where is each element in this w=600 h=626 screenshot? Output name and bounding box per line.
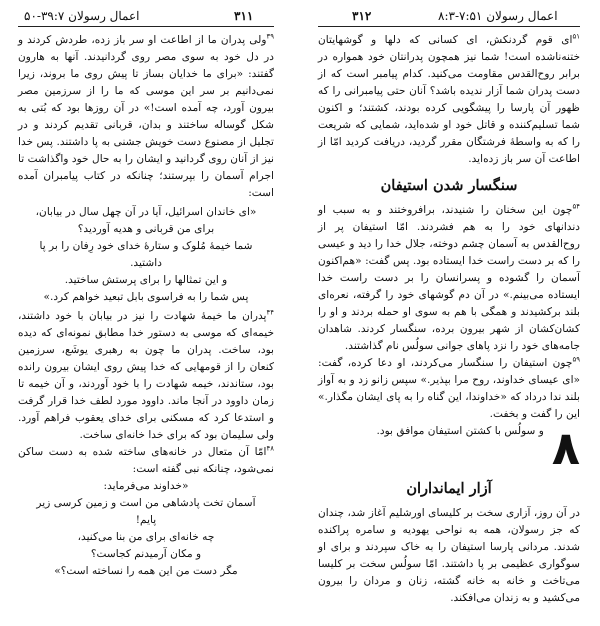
poem-line: و این تمثالها را برای پرستش ساختید. (64, 274, 228, 286)
right-running-header: اعمال رسولان ۷:۵۱-۸:۳ (438, 9, 558, 23)
verse-number: ۴۸ (266, 444, 274, 453)
verse-paragraph: $^{۵۹}$چون استیفان را سنگسار می‌کردند، او دعا کرده، گفت: «ای عیسای خداوند، روح مرا بپذیر.» سپس زانو زد و به آواز بلند ندا درداد که «خداوندا، این گناه را به پای ایشان مگذار.» این را گفت و بخفت. (318, 355, 580, 420)
chapter-number: ۸ (551, 421, 580, 475)
poem-line: آسمان تخت پادشاهی من است و زمین کرسی زیر (36, 497, 256, 509)
verse-paragraph: در آن روز، آزاری سخت بر کلیسای اورشلیم آغاز شد، چندان که جز رسولان، همه به نواحی یهودیه و سامره پراکنده شدند. مردانی پارسا استیفان را به خاک سپردند و برای او سوگواری عظیمی بر پا داشتند. امّا سولُس سخت بر کلیسا می‌تاخت و خانه به خانه گشته، زنان و مردان را بیرون می‌کشید و به زندان می‌افکند. (318, 507, 580, 604)
poem-line: پس شما را به فراسوی بابل تبعید خواهم کرد.» (43, 291, 249, 303)
verse-paragraph: $^{۵۱}$ای قوم گردنکش، ای کسانی که دلها و گوشهایتان ختنه‌ناشده است! شما نیز همچون پدرانتان خود همواره در برابر روح‌القدس مقاومت می‌کنید. کدام پیامبر است که از دست پدران شما آزار ندیده باشد؟ آنان حتی پیامبرانی را که ظهور آن پارسا را پیشگویی کرده بودند، کشتند؛ و اکنون شما تسلیم‌کننده و قاتل خود او شده‌اید، شمایی که شریعت را که به واسطهٔ فرشتگان مقرر گردید، دریافت کردید امّا از اطاعت آن سر باز زده‌اید. (318, 32, 580, 165)
poem-line: مگر دست من این همه را نساخته است؟» (54, 565, 238, 577)
poem-line: چه خانه‌ای برای من بنا می‌کنید، (77, 531, 215, 543)
poem-quote (18, 204, 274, 306)
right-header-rule (318, 26, 580, 27)
left-header-rule (18, 26, 274, 27)
poem-line: و مکان آرمیدنم کجاست؟ (90, 548, 202, 560)
poem-line: شما خیمهٔ مُلوک و ستارهٔ خدای خود رِفان را بر پا (39, 240, 253, 252)
right-page-number: ۳۱۲ (352, 9, 372, 23)
verse-paragraph: ۸ و سولُس با کشتن استیفان موافق بود. (376, 421, 580, 475)
left-running-header: اعمال رسولان ۳۹:۷-۵۰ (24, 9, 140, 23)
verse-number: ۵۴ (572, 202, 580, 211)
right-column (318, 32, 580, 607)
left-column (18, 32, 274, 580)
verse-number: ۵۱ (572, 32, 580, 41)
verse-paragraph: $^{۳۹}$ولی پدران ما از اطاعت او سر باز زده، طردش کردند و در دل خود به سوی مصر روی گردانیدند. آنها به هارون گفتند: «برای ما خدایان بساز تا پیش روی ما بروند، زیرا نمی‌دانیم بر سر این موسی که ما را از سرزمین مصر بیرون آورد، چه آمده است!» در آن روزها بود که بُتی به شکل گوساله ساختند و بدان، قربانی تقدیم کردند و در تجلیل از مصنوع دست خویش جشنی به پا داشتند. پس خدا نیز از آنان روی گردانید و ایشان را به حال خود واگذاشت تا اجرام آسمان را بپرستند؛ چنانکه در کتاب پیامبران آمده است: (18, 32, 274, 199)
verse-number: ۴۴ (266, 308, 274, 317)
verse-number: ۳۹ (266, 32, 274, 41)
verse-paragraph: $^{۴۸}$امّا آن متعال در خانه‌های ساخته شده به دست ساکن نمی‌شود، چنانکه نبی گفته است: (18, 444, 274, 475)
verse-paragraph: $^{۴۴}$پدران ما خیمهٔ شهادت را نیز در بیابان با خود داشتند، خیمه‌ای که موسی به دستور خدا مطابق نمونه‌ای که دیده بود، ساخت. پدران ما چون به رهبری یوشَع، سرزمین کنعان را از قومهایی که خدا پیش روی ایشان بیرون رانده بود، ستاندند، خیمه شهادت را با خود آوردند، و آن خیمه تا زمان داوود در آنجا ماند. داوود مورد لطف خدا قرار گرفت و استدعا کرد که مسکنی برای خدای یعقوب فراهم آورد. ولی سلیمان بود که برای خدا خانه‌ای ساخت. (18, 308, 274, 441)
poem-line: «ای خاندان اسرائیل، آیا در آن چهل سال در بیابان، (35, 206, 257, 218)
poem-line: داشتید. (130, 257, 162, 269)
poem-line: برای من قربانی و هدیه آوردید؟ (77, 223, 215, 235)
section-heading: سنگسار شدن استیفان (380, 177, 518, 194)
verse-number: ۵۹ (572, 355, 580, 364)
poem-line: پایم! (135, 514, 157, 526)
verse-paragraph: $^{۵۴}$چون این سخنان را شنیدند، برافروختند و به سبب او دندانهای خود را به هم فشردند. امّا استیفان پر از روح‌القدس به آسمان چشم دوخته، جلال خدا را دید و عیسی را که بر دست راست خدا ایستاده بود. پس گفت: «هم‌اکنون آسمان را گشوده و پسرانسان را بر دست راست خدا ایستاده می‌بینم.» در آن دم گوشهای خود را گرفته، نعره‌ای بلند برکشیدند و همگی با هم به سوی او حمله بردند و او را کشان‌کشان از شهر بیرون برده، سنگسار کردند. شاهدان جامه‌های خود را نزد پاهای جوانی سولُس نام گذاشتند. (318, 202, 580, 352)
poem-line: «خداوند می‌فرماید: (103, 480, 189, 492)
section-heading: آزار ایمانداران (406, 480, 492, 497)
poem-quote (18, 478, 274, 580)
left-page-number: ۳۱۱ (234, 9, 254, 23)
